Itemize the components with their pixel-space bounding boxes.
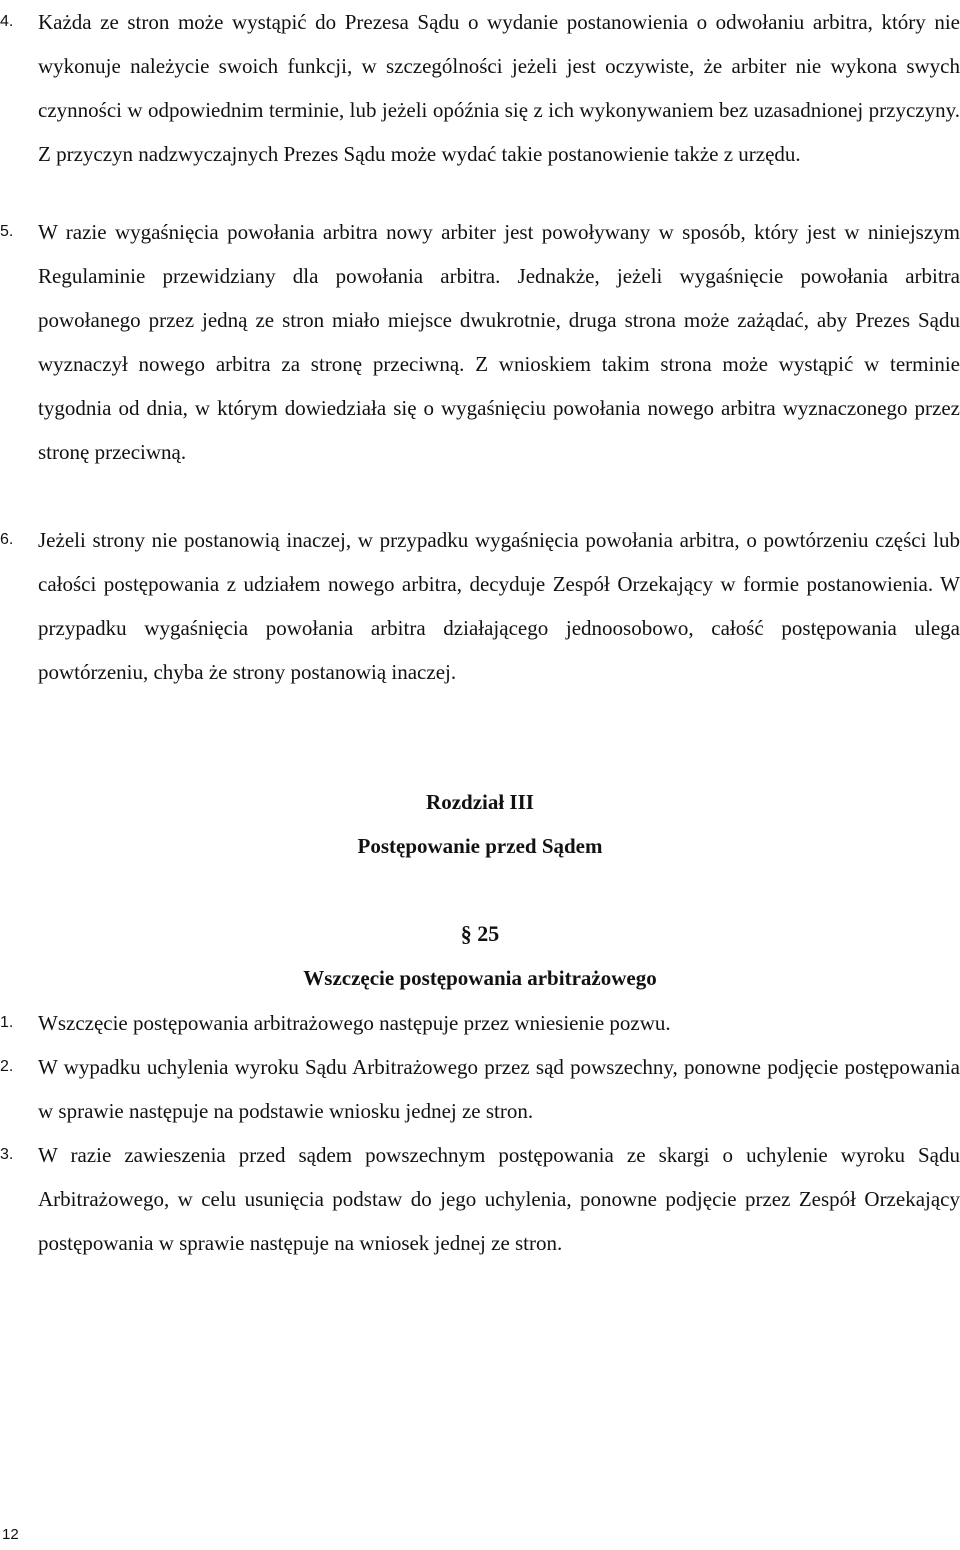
item-text: Każda ze stron może wystąpić do Prezesa Sądu o wydanie postanowienia o odwołaniu arbitra, który nie wykonuje należycie swoich funkcji, w szczególności jeżeli jest oczywiste, że arbiter nie wykona swych czynności w odpowiednim terminie, lub jeżeli opóźnia się z ich wykonywaniem bez uzasadnionej przyczyny. Z przyczyn nadzwyczajnych Prezes Sądu może wydać takie postanowienie także z urzędu. <box>38 10 960 166</box>
item-number: 3. <box>0 1146 14 1163</box>
item-text: Wszczęcie postępowania arbitrażowego następuje przez wniesienie pozwu. <box>38 1011 671 1035</box>
item-text: Jeżeli strony nie postanowią inaczej, w przypadku wygaśnięcia powołania arbitra, o powtórzeniu części lub całości postępowania z udziałem nowego arbitra, decyduje Zespół Orzekający w formie postanowienia. W przypadku wygaśnięcia powołania arbitra działającego jednoosobowo, całość postępowania ulega powtórzeniu, chyba że strony postanowią inaczej. <box>38 528 960 684</box>
section-title: Wszczęcie postępowania arbitrażowego <box>303 966 657 990</box>
list-item <box>0 1045 960 1133</box>
list-item <box>0 0 960 176</box>
item-number: 6. <box>0 531 14 548</box>
list-item <box>0 1133 960 1265</box>
chapter-title: Rozdział III <box>426 790 534 814</box>
item-number: 1. <box>0 1014 14 1031</box>
item-number: 2. <box>0 1058 14 1075</box>
list-item <box>0 210 960 474</box>
chapter-subtitle: Postępowanie przed Sądem <box>357 834 603 858</box>
item-text: W razie wygaśnięcia powołania arbitra nowy arbiter jest powoływany w sposób, który jest w niniejszym Regulaminie przewidziany dla powołania arbitra. Jednakże, jeżeli wygaśnięcie powołania arbitra powołanego przez jedną ze stron miało miejsce dwukrotnie, druga strona może zażądać, aby Prezes Sądu wyznaczył nowego arbitra za stronę przeciwną. Z wnioskiem takim strona może wystąpić w terminie tygodnia od dnia, w którym dowiedziała się o wygaśnięciu powołania nowego arbitra wyznaczonego przez stronę przeciwną. <box>38 220 960 464</box>
item-text: W wypadku uchylenia wyroku Sądu Arbitrażowego przez sąd powszechny, ponowne podjęcie postępowania w sprawie następuje na podstawie wniosku jednej ze stron. <box>38 1055 960 1123</box>
item-number: 4. <box>0 13 14 30</box>
section-mark: § 25 <box>460 921 500 946</box>
list-item <box>0 1001 960 1045</box>
page-number: 12 <box>2 1526 19 1543</box>
item-number: 5. <box>0 223 14 240</box>
list-item <box>0 518 960 694</box>
item-text: W razie zawieszenia przed sądem powszechnym postępowania ze skargi o uchylenie wyroku Sądu Arbitrażowego, w celu usunięcia podstaw do jego uchylenia, ponowne podjęcie przez Zespół Orzekający postępowania w sprawie następuje na wniosek jednej ze stron. <box>38 1143 960 1255</box>
